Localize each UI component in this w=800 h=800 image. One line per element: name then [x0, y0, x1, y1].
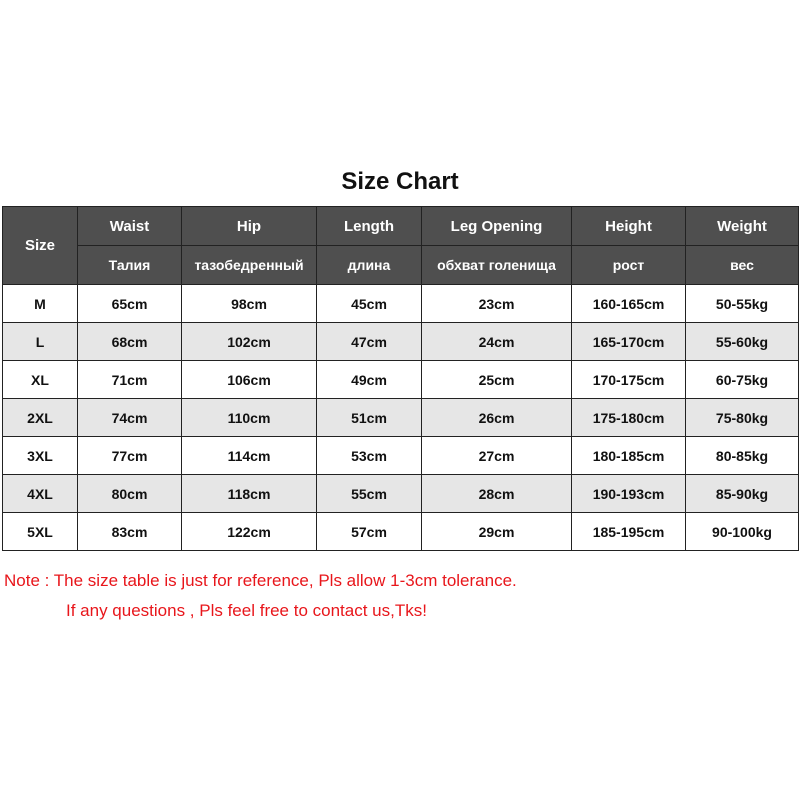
cell-hip: 106cm — [182, 361, 317, 399]
cell-waist: 80cm — [78, 475, 182, 513]
table-row — [3, 513, 799, 551]
cell-size: 2XL — [3, 399, 78, 437]
cell-waist: 77cm — [78, 437, 182, 475]
cell-waist: 74cm — [78, 399, 182, 437]
column-header-length: Length — [317, 207, 422, 246]
table-row — [3, 475, 799, 513]
table-header — [3, 207, 799, 285]
cell-height: 170-175cm — [572, 361, 686, 399]
table-row — [3, 323, 799, 361]
cell-size: 5XL — [3, 513, 78, 551]
cell-waist: 83cm — [78, 513, 182, 551]
cell-height: 180-185cm — [572, 437, 686, 475]
cell-height: 160-165cm — [572, 285, 686, 323]
cell-height: 190-193cm — [572, 475, 686, 513]
cell-size: 3XL — [3, 437, 78, 475]
cell-length: 45cm — [317, 285, 422, 323]
column-header-waist: Waist — [78, 207, 182, 246]
cell-length: 51cm — [317, 399, 422, 437]
page-title: Size Chart — [341, 168, 459, 195]
column-subheader-leg-opening: обхват голенища — [422, 246, 572, 285]
cell-leg-opening: 29cm — [422, 513, 572, 551]
column-header-leg-opening: Leg Opening — [422, 207, 572, 246]
cell-leg-opening: 24cm — [422, 323, 572, 361]
cell-leg-opening: 25cm — [422, 361, 572, 399]
header-row-english — [3, 207, 799, 246]
tolerance-note — [4, 566, 517, 626]
size-chart-table — [2, 206, 799, 551]
cell-hip: 110cm — [182, 399, 317, 437]
cell-length: 49cm — [317, 361, 422, 399]
cell-weight: 60-75kg — [686, 361, 799, 399]
cell-waist: 71cm — [78, 361, 182, 399]
cell-weight: 75-80kg — [686, 399, 799, 437]
cell-length: 57cm — [317, 513, 422, 551]
table-row — [3, 361, 799, 399]
cell-waist: 68cm — [78, 323, 182, 361]
cell-weight: 55-60kg — [686, 323, 799, 361]
note-line-2: If any questions , Pls feel free to contact us,Tks! — [66, 601, 427, 620]
table-body — [3, 285, 799, 551]
column-subheader-length: длина — [317, 246, 422, 285]
cell-height: 185-195cm — [572, 513, 686, 551]
table-row — [3, 437, 799, 475]
column-subheader-height: рост — [572, 246, 686, 285]
cell-size: M — [3, 285, 78, 323]
column-subheader-weight: вес — [686, 246, 799, 285]
cell-leg-opening: 28cm — [422, 475, 572, 513]
column-header-hip: Hip — [182, 207, 317, 246]
column-header-height: Height — [572, 207, 686, 246]
column-subheader-hip: тазобедренный — [182, 246, 317, 285]
cell-hip: 98cm — [182, 285, 317, 323]
cell-weight: 90-100kg — [686, 513, 799, 551]
cell-weight: 80-85kg — [686, 437, 799, 475]
cell-size: 4XL — [3, 475, 78, 513]
cell-weight: 50-55kg — [686, 285, 799, 323]
cell-leg-opening: 26cm — [422, 399, 572, 437]
cell-leg-opening: 23cm — [422, 285, 572, 323]
cell-length: 53cm — [317, 437, 422, 475]
cell-size: XL — [3, 361, 78, 399]
cell-hip: 114cm — [182, 437, 317, 475]
cell-hip: 102cm — [182, 323, 317, 361]
cell-hip: 122cm — [182, 513, 317, 551]
table-row — [3, 399, 799, 437]
cell-height: 165-170cm — [572, 323, 686, 361]
note-line-1: Note : The size table is just for reference, Pls allow 1-3cm tolerance. — [4, 571, 517, 590]
cell-length: 47cm — [317, 323, 422, 361]
cell-length: 55cm — [317, 475, 422, 513]
cell-hip: 118cm — [182, 475, 317, 513]
cell-size: L — [3, 323, 78, 361]
cell-height: 175-180cm — [572, 399, 686, 437]
cell-leg-opening: 27cm — [422, 437, 572, 475]
cell-waist: 65cm — [78, 285, 182, 323]
column-subheader-waist: Талия — [78, 246, 182, 285]
column-header-weight: Weight — [686, 207, 799, 246]
cell-weight: 85-90kg — [686, 475, 799, 513]
header-row-russian — [3, 246, 799, 285]
column-header-size: Size — [3, 207, 78, 285]
table-row — [3, 285, 799, 323]
